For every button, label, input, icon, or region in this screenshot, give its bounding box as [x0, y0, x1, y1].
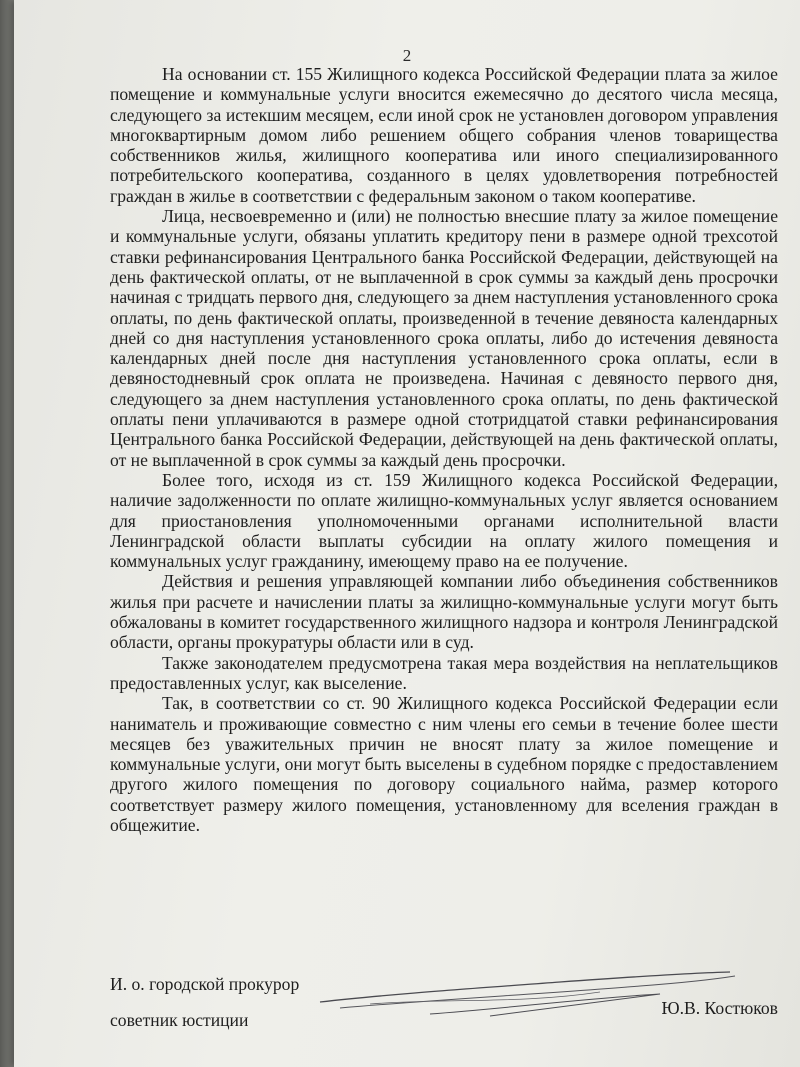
- signer-name: Ю.В. Костюков: [661, 998, 778, 1018]
- paragraph-eviction-article: Так, в соответствии со ст. 90 Жилищного кодекса Российской Федерации если наниматель и проживающие совместно с ним члены его семьи в течение более шести месяцев без уважительных причин не вносят плату за жилое помещение и коммунальные услуги, они могут быть выселены в судебном порядке с предоставлением другого жилого помещения по договору социального найма, размер которого соответствует размеру жилого помещения, установленному для вселения граждан в общежитие.: [110, 693, 778, 835]
- signer-title: И. о. городской прокурор: [110, 974, 300, 994]
- paragraph-appeal: Действия и решения управляющей компании либо объединения собственников жилья при расчете и начислении платы за жилищно-коммунальные услуги могут быть обжалованы в комитет государственного жилищного надзора и контроля Ленинградской области, органы прокуратуры области или в суд.: [110, 571, 778, 653]
- page-number: 2: [402, 46, 412, 65]
- signer-rank: советник юстиции: [110, 1010, 249, 1030]
- paragraph-subsidy: Более того, исходя из ст. 159 Жилищного кодекса Российской Федерации, наличие задолженности по оплате жилищно-коммунальных услуг является основанием для приостановления уполномоченными органами исполнительной власти Ленинградской области выплаты субсидии на оплату жилого помещения и коммунальных услуг гражданину, имеющему право на ее получение.: [110, 469, 778, 572]
- document-page: [14, 0, 800, 1067]
- paragraph-payment-deadline: На основании ст. 155 Жилищного кодекса Российской Федерации плата за жилое помещение и коммунальные услуги вносится ежемесячно до десятого числа месяца, следующего за истекшим месяцем, если иной срок не установлен договором управления многоквартирным домом либо решением общего собрания членов товарищества собственников жилья, жилищного кооператива или иного специализированного потребительского кооператива, созданного в целях удовлетворения потребностей граждан в жилье в соответствии с федеральным законом о таком кооперативе.: [110, 64, 778, 206]
- document-body: [110, 64, 778, 835]
- paragraph-penalties: Лица, несвоевременно и (или) не полностью внесшие плату за жилое помещение и коммунальные услуги, обязаны уплатить кредитору пени в размере одной трехсотой ставки рефинансирования Центрального банка Российской Федерации, действующей на день фактической оплаты, от не выплаченной в срок суммы за каждый день просрочки начиная с тридцать первого дня, следующего за днем наступления установленного срока оплаты, по день фактической оплаты, произведенной в течение девяноста календарных дней со дня наступления установленного срока оплаты, либо до истечения девяноста календарных дней после дня наступления установленного срока оплаты, если в девяностодневный срок оплата не произведена. Начиная с девяносто первого дня, следующего за днем наступления установленного срока оплаты, по день фактической оплаты пени уплачиваются в размере одной стотридцатой ставки рефинансирования Центрального банка Российской Федерации, действующей на день фактической оплаты, от не выплаченной в срок суммы за каждый день просрочки.: [110, 206, 778, 470]
- paragraph-eviction-measure: Также законодателем предусмотрена такая мера воздействия на неплательщиков предоставленных услуг, как выселение.: [110, 652, 778, 693]
